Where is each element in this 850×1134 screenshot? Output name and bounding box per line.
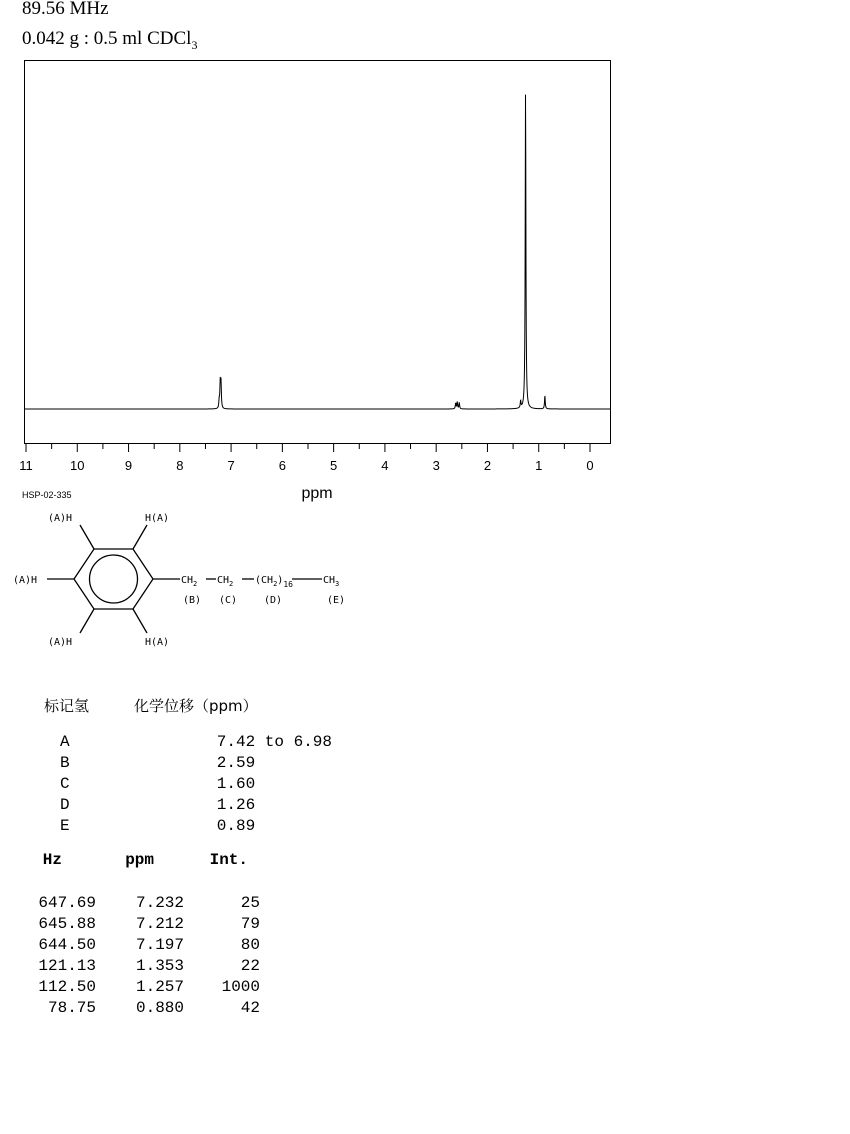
x-tick-label: 9: [124, 458, 133, 473]
x-tick-label: 3: [432, 458, 440, 473]
peak-hz: 644.50: [38, 936, 96, 954]
assignment-label: A: [60, 733, 70, 751]
peak-hz: 78.75: [47, 999, 96, 1017]
peak-rows: [20, 893, 260, 1019]
ch2-b-sub: 2: [193, 580, 198, 588]
bond-h4: [80, 609, 94, 633]
peak-hz: 645.88: [38, 915, 96, 933]
ch2-b-text: CH: [181, 575, 194, 586]
peak-ppm: 7.232: [135, 894, 184, 912]
ch3-e-text: CH: [323, 575, 336, 586]
assignment-col-label: 标记氢: [44, 697, 90, 715]
ch3-e-sub: 3: [335, 580, 340, 588]
x-tick-label: 8: [176, 458, 184, 473]
ch2-d-count: 16: [283, 580, 293, 589]
bond-h1: [80, 525, 94, 549]
peak-ppm: 0.880: [135, 999, 184, 1017]
peak-intensity: 22: [240, 957, 260, 975]
bond-h2: [133, 525, 147, 549]
ch2-c: [217, 575, 233, 588]
ch2-d-close: ): [277, 575, 284, 586]
x-tick-label: 4: [381, 458, 389, 473]
h-a-label-2: H(A): [145, 513, 170, 524]
assignment-label: D: [60, 796, 70, 814]
molecule-structure: [0, 505, 360, 655]
h-a-label-3: (A)H: [13, 575, 38, 586]
ch2-c-sub: 2: [229, 580, 234, 588]
peak-hz: 121.13: [38, 957, 96, 975]
x-tick-label: 7: [227, 458, 235, 473]
label-d: (D): [264, 595, 283, 606]
peak-ppm: 1.257: [135, 978, 184, 996]
label-c: (C): [219, 595, 238, 606]
assignment-label: B: [60, 754, 70, 772]
peak-table-header: [20, 850, 260, 871]
assignment-row: [44, 795, 332, 816]
assignment-shift: 1.60: [216, 775, 332, 793]
x-tick-label: 6: [278, 458, 286, 473]
ch2-c-text: CH: [217, 575, 230, 586]
peak-row: [20, 914, 260, 935]
spectrum-trace: [25, 95, 610, 409]
ch2-d-text: (CH: [255, 575, 274, 586]
x-tick-label: 0: [586, 458, 594, 473]
peak-row: [20, 893, 260, 914]
ch3-e: [323, 575, 339, 588]
bond-h5: [133, 609, 147, 633]
x-axis-label: ppm: [301, 485, 333, 502]
aromatic-circle: [90, 555, 138, 603]
peak-intensity: 1000: [221, 978, 260, 996]
x-axis: [19, 444, 593, 473]
x-tick-label: 11: [19, 458, 33, 473]
assignment-row: [44, 732, 332, 753]
x-tick-label: 2: [483, 458, 492, 473]
peak-col-ppm: ppm: [125, 851, 154, 869]
sample-subscript: 3: [191, 37, 198, 52]
peak-ppm: 1.353: [135, 957, 184, 975]
assignment-rows: [44, 732, 332, 837]
peak-ppm: 7.212: [135, 915, 184, 933]
spectrum-code: HSP-02-335: [22, 490, 72, 500]
benzene-ring: [74, 549, 153, 609]
label-b: (B): [183, 595, 202, 606]
peak-intensity: 80: [240, 936, 260, 954]
label-e: (E): [327, 595, 346, 606]
x-tick-label: 1: [535, 458, 543, 473]
assignment-table: [44, 695, 332, 837]
h-a-label-5: H(A): [145, 637, 170, 648]
ch2-d-sub: 2: [273, 580, 278, 588]
h-a-label-4: (A)H: [48, 637, 73, 648]
ch2-b: [181, 575, 197, 588]
peak-row: [20, 956, 260, 977]
peak-intensity: 25: [240, 894, 260, 912]
nmr-spectrum-chart: [0, 0, 850, 510]
h-a-label-1: (A)H: [48, 513, 73, 524]
assignment-row: [44, 816, 332, 837]
peak-col-hz: Hz: [42, 851, 62, 869]
spectrometer-frequency: 89.56 MHz: [22, 0, 109, 19]
peak-row: [20, 935, 260, 956]
peak-ppm: 7.197: [135, 936, 184, 954]
assignment-label: C: [60, 775, 70, 793]
ch2-d: [255, 575, 293, 589]
peak-intensity: 42: [240, 999, 260, 1017]
x-tick-label: 10: [70, 458, 85, 473]
plot-frame: [25, 61, 611, 444]
assignment-header: [44, 695, 332, 716]
peak-row: [20, 977, 260, 998]
assignment-col-shift: 化学位移（ppm）: [134, 697, 258, 715]
peak-table: [20, 850, 260, 1019]
assignment-row: [44, 753, 332, 774]
peak-intensity: 79: [240, 915, 260, 933]
assignment-label: E: [60, 817, 70, 835]
x-tick-label: 5: [330, 458, 338, 473]
peak-row: [20, 998, 260, 1019]
peak-hz: 112.50: [38, 978, 96, 996]
assignment-shift: 7.42 to 6.98: [216, 733, 332, 751]
assignment-shift: 1.26: [216, 796, 332, 814]
assignment-shift: 0.89: [216, 817, 332, 835]
peak-col-int: Int.: [209, 851, 248, 869]
peak-hz: 647.69: [38, 894, 96, 912]
assignment-shift: 2.59: [216, 754, 332, 772]
assignment-row: [44, 774, 332, 795]
sample-text: 0.042 g : 0.5 ml CDCl: [22, 28, 192, 49]
